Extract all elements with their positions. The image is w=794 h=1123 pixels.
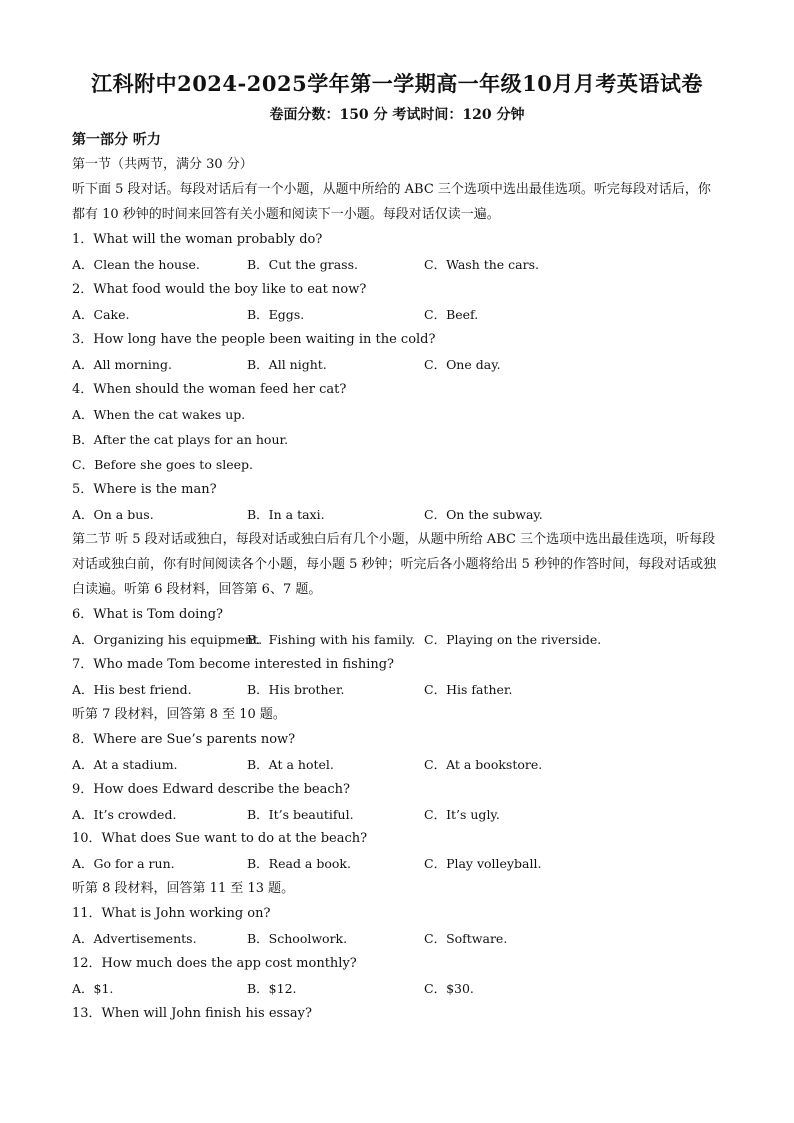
question-7: 7．Who made Tom become interested in fishing? [72, 657, 395, 672]
option-c: C．Before she goes to sleep. [72, 457, 253, 472]
part-heading: 第一部分 听力 [72, 132, 161, 148]
section1-instructions: 听下面 5 段对话。每段对话后有一个小题，从题中所给的 ABC 三个选项中选出最佳选项。听完每段对话后，你都有 10 秒钟的时间来回答有关小题和阅读下一小题。每段对话仅读一遍。 [72, 182, 711, 222]
option-c: C．Playing on the riverside. [424, 632, 602, 647]
option-c: C．On the subway. [424, 507, 543, 522]
question-3: 3．How long have the people been waiting in the cold? [72, 332, 436, 347]
question-5: 5．Where is the man? [72, 482, 217, 497]
option-b: B．Fishing with his family. [247, 632, 416, 647]
question-13: 13．When will John finish his essay? [72, 1006, 312, 1021]
option-c: C．Software. [424, 931, 508, 946]
option-c: C．Play volleyball. [424, 856, 542, 871]
exam-info: 卷面分数：150 分 考试时间：120 分钟 [269, 107, 525, 123]
option-b: B．$12. [247, 981, 297, 996]
option-a: A．It’s crowded. [72, 807, 177, 822]
page-title: 江科附中2024-2025学年第一学期高一年级10月月考英语试卷 [91, 71, 703, 96]
material-note: 听第 8 段材料，回答第 11 至 13 题。 [72, 881, 295, 896]
question-2: 2．What food would the boy like to eat now? [72, 282, 367, 297]
option-b: B．His brother. [247, 682, 345, 697]
option-c: C．$30. [424, 981, 474, 996]
option-b: B．It’s beautiful. [247, 807, 354, 822]
option-a: A．When the cat wakes up. [72, 407, 246, 422]
question-8: 8．Where are Sue’s parents now? [72, 732, 296, 747]
option-a: A．All morning. [72, 357, 172, 372]
question-1: 1．What will the woman probably do? [72, 232, 323, 247]
option-a: A．Cake. [72, 307, 130, 322]
question-11: 11．What is John working on? [72, 906, 271, 921]
option-b: B．Eggs. [247, 307, 305, 322]
question-6: 6．What is Tom doing? [72, 607, 223, 622]
option-a: A．Go for a run. [72, 856, 175, 871]
question-4: 4．When should the woman feed her cat? [72, 382, 347, 397]
question-9: 9．How does Edward describe the beach? [72, 782, 350, 797]
option-b: B．Cut the grass. [247, 257, 358, 272]
option-a: A．On a bus. [72, 507, 154, 522]
material-note: 听第 7 段材料，回答第 8 至 10 题。 [72, 707, 286, 722]
option-a: A．At a stadium. [72, 757, 178, 772]
option-a: A．Organizing his equipment. [72, 632, 263, 647]
option-a: A．Clean the house. [72, 257, 200, 272]
option-c: C．One day. [424, 357, 501, 372]
option-c: C．Beef. [424, 307, 479, 322]
option-b: B．All night. [247, 357, 327, 372]
section2-instructions: 第二节 听 5 段对话或独白，每段对话或独白后有几个小题，从题中所给 ABC 三个选项中选出最佳选项，听每段对话或独白前，你有时间阅读各个小题，每小题 5 秒钟；听完后各小题将给出 5 秒钟的作答时间，每段对话或独白读遍。听第 6 段材料，回答第 6、7 题。 [72, 532, 717, 597]
option-a: A．Advertisements. [72, 931, 197, 946]
option-b: B．Read a book. [247, 856, 351, 871]
option-c: C．At a bookstore. [424, 757, 543, 772]
option-b: B．After the cat plays for an hour. [72, 432, 289, 447]
option-c: C．It’s ugly. [424, 807, 500, 822]
option-b: B．At a hotel. [247, 757, 334, 772]
option-a: A．$1. [72, 981, 114, 996]
option-c: C．Wash the cars. [424, 257, 539, 272]
question-10: 10．What does Sue want to do at the beach? [72, 831, 368, 846]
section-heading: 第一节（共两节，满分 30 分） [72, 157, 253, 172]
option-a: A．His best friend. [72, 682, 192, 697]
question-12: 12．How much does the app cost monthly? [72, 956, 357, 971]
option-c: C．His father. [424, 682, 513, 697]
option-b: B．In a taxi. [247, 507, 325, 522]
option-b: B．Schoolwork. [247, 931, 348, 946]
